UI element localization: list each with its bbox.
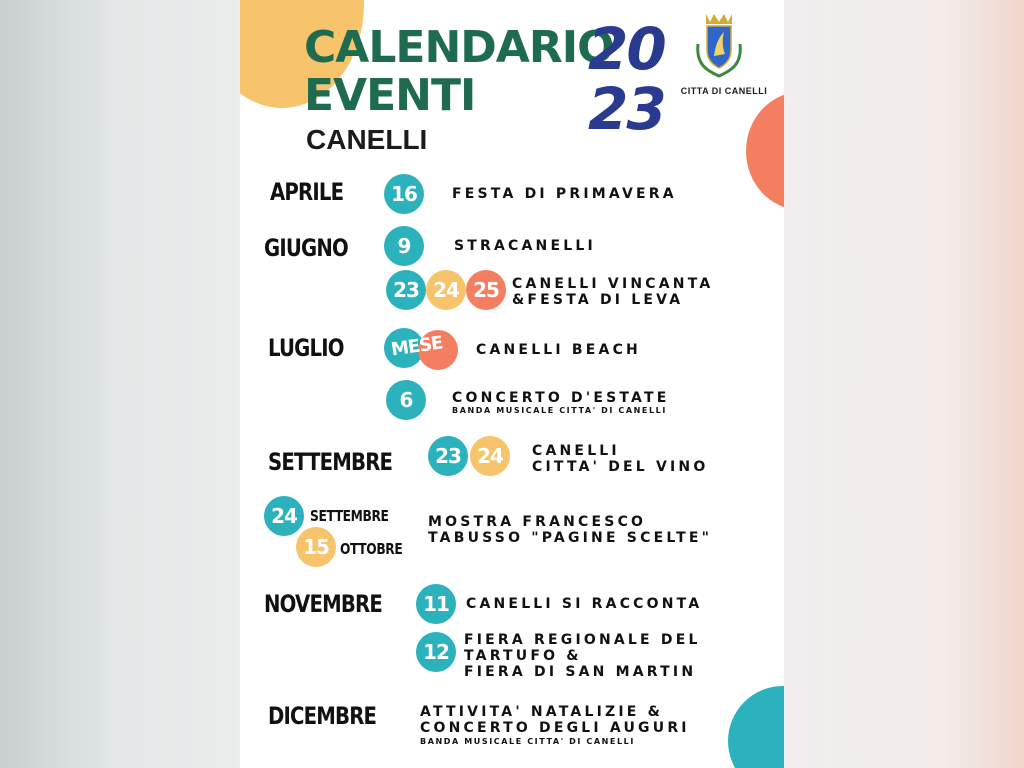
event-name-line1: MOSTRA FRANCESCO xyxy=(428,514,647,530)
event-subtitle: BANDA MUSICALE CITTA' DI CANELLI xyxy=(420,737,635,746)
month-aprile: APRILE xyxy=(270,178,344,206)
day-badge: 11 xyxy=(416,584,456,624)
month-luglio: LUGLIO xyxy=(268,334,344,362)
year-top: 20 xyxy=(588,15,665,83)
badge-label: MESE xyxy=(389,332,444,361)
event-name: CANELLI SI RACCONTA xyxy=(466,596,703,612)
poster-title-line1: CALENDARIO xyxy=(304,22,614,73)
event-name-line1: CANELLI VINCANTA xyxy=(512,276,714,292)
event-name-line2: TARTUFO & xyxy=(464,648,582,664)
crest-label: CITTA DI CANELLI xyxy=(680,86,768,96)
day-badge: 15 xyxy=(296,527,336,567)
day-badge: 23 xyxy=(386,270,426,310)
day-badge: 24 xyxy=(264,496,304,536)
city-title: CANELLI xyxy=(306,124,428,155)
event-name: CANELLI BEACH xyxy=(476,342,641,358)
day-badge: 16 xyxy=(384,174,424,214)
event-name-line2: &FESTA DI LEVA xyxy=(512,292,684,308)
event-name: CONCERTO D'ESTATE xyxy=(452,390,670,406)
event-name-line1: ATTIVITA' NATALIZIE & xyxy=(420,704,663,720)
month-ottobre-small: OTTOBRE xyxy=(340,540,403,558)
day-badge: 24 xyxy=(470,436,510,476)
event-name-line2: TABUSSO "PAGINE SCELTE" xyxy=(428,530,713,546)
event-name-line2: CITTA' DEL VINO xyxy=(532,459,709,475)
event-name-line2: CONCERTO DEGLI AUGURI xyxy=(420,720,690,736)
poster-title-line2: EVENTI xyxy=(304,70,476,121)
day-badge: 6 xyxy=(386,380,426,420)
year-bottom: 23 xyxy=(588,75,665,143)
event-poster xyxy=(240,0,784,768)
day-badge: 12 xyxy=(416,632,456,672)
day-badge: 9 xyxy=(384,226,424,266)
event-subtitle: BANDA MUSICALE CITTA' DI CANELLI xyxy=(452,406,667,415)
month-settembre: SETTEMBRE xyxy=(268,448,393,476)
month-novembre: NOVEMBRE xyxy=(264,590,382,618)
month-dicembre: DICEMBRE xyxy=(268,702,377,730)
day-badge: 24 xyxy=(426,270,466,310)
event-name-line1: FIERA REGIONALE DEL xyxy=(464,632,701,648)
day-badge: 23 xyxy=(428,436,468,476)
event-name-line3: FIERA DI SAN MARTIN xyxy=(464,664,697,680)
month-long-badge xyxy=(384,328,464,368)
month-giugno: GIUGNO xyxy=(264,234,348,262)
month-settembre-small: SETTEMBRE xyxy=(310,507,389,525)
city-crest-icon xyxy=(694,10,744,80)
event-name: FESTA DI PRIMAVERA xyxy=(452,186,677,202)
decorative-teal-circle xyxy=(728,686,784,768)
event-name: STRACANELLI xyxy=(454,238,596,254)
decorative-red-circle xyxy=(746,92,784,210)
event-name-line1: CANELLI xyxy=(532,443,620,459)
day-badge: 25 xyxy=(466,270,506,310)
